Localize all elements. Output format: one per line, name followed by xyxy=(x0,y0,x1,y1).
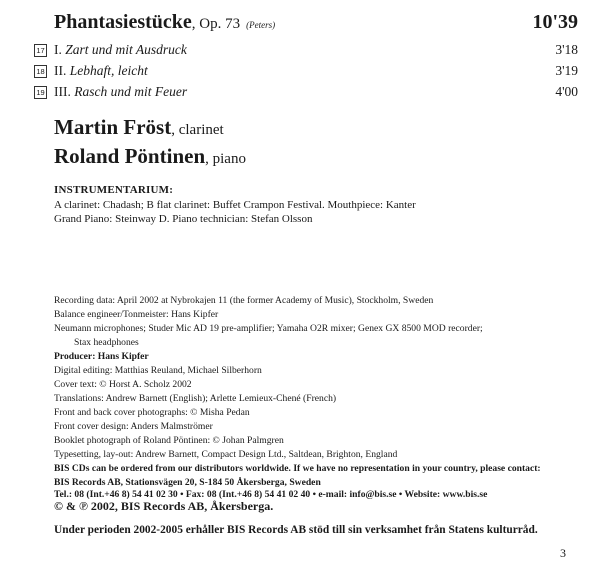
credit-line: BIS Records AB, Stationsvägen 20, S-184 50 Åkersberga, Sweden xyxy=(54,477,321,488)
credit-line: Typesetting, lay-out: Andrew Barnett, Compact Design Ltd., Saltdean, Brighton, England xyxy=(54,449,398,460)
track-duration: 3'19 xyxy=(555,63,578,78)
movement-title: Rasch und mit Feuer xyxy=(74,84,188,99)
artist-name: Martin Fröst xyxy=(54,115,172,139)
track-label xyxy=(54,63,148,79)
work-heading xyxy=(54,11,578,37)
credit-line: Tel.: 08 (Int.+46 8) 54 41 02 30 • Fax: 08 (Int.+46 8) 54 41 02 40 • e-mail: info@bis.se • Website: www.bis.se xyxy=(54,489,488,500)
track-duration: 4'00 xyxy=(555,84,578,99)
instrumentarium-heading: INSTRUMENTARIUM: xyxy=(54,184,174,196)
movement-title: Zart und mit Ausdruck xyxy=(65,42,187,57)
credit-line: Stax headphones xyxy=(74,337,139,348)
track-row xyxy=(34,63,578,81)
work-title-text: Phantasiestücke xyxy=(54,11,192,33)
artist-name: Roland Pöntinen xyxy=(54,144,206,168)
artist-line xyxy=(54,115,224,140)
movement-title: Lebhaft, leicht xyxy=(69,63,148,78)
instrumentarium-line: A clarinet: Chadash; B flat clarinet: Buffet Crampon Festival. Mouthpiece: Kanter xyxy=(54,199,416,211)
credit-line: Cover text: © Horst A. Scholz 2002 xyxy=(54,379,192,390)
track-label xyxy=(54,84,187,100)
instrumentarium-line: Grand Piano: Steinway D. Piano technician: Stefan Olsson xyxy=(54,213,313,225)
artist-role: , clarinet xyxy=(171,122,224,138)
credit-line: Balance engineer/Tonmeister: Hans Kipfer xyxy=(54,309,219,320)
artist-role: , piano xyxy=(205,151,246,167)
credit-line: Front and back cover photographs: © Misha Pedan xyxy=(54,407,250,418)
credit-line: Producer: Hans Kipfer xyxy=(54,351,149,362)
movement-numeral: III. xyxy=(54,84,71,99)
page-number: 3 xyxy=(560,546,566,560)
track-label xyxy=(54,42,187,58)
credit-line: Digital editing: Matthias Reuland, Michael Silberhorn xyxy=(54,365,262,376)
work-title xyxy=(54,11,275,34)
credit-line: Front cover design: Anders Malmströmer xyxy=(54,421,213,432)
track-row xyxy=(34,84,578,102)
track-number: 18 xyxy=(34,65,47,78)
track-duration: 3'18 xyxy=(555,42,578,57)
credit-line: Translations: Andrew Barnett (English); Arlette Lemieux-Chené (French) xyxy=(54,393,337,404)
movement-numeral: I. xyxy=(54,42,62,57)
credit-line: Recording data: April 2002 at Nybrokajen 11 (the former Academy of Music), Stockholm, Sweden xyxy=(54,295,434,306)
credit-line: Neumann microphones; Studer Mic AD 19 pre-amplifier; Yamaha O2R mixer; Genex GX 8500 MOD recorder; xyxy=(54,323,483,334)
movement-numeral: II. xyxy=(54,63,67,78)
work-total-time: 10'39 xyxy=(532,11,578,33)
work-opus: , Op. 73 xyxy=(191,16,241,32)
track-number: 19 xyxy=(34,86,47,99)
work-publisher: (Peters) xyxy=(246,20,276,30)
track-row xyxy=(34,42,578,60)
copyright-line: © & ℗ 2002, BIS Records AB, Åkersberga. xyxy=(54,499,274,513)
credit-line: Booklet photograph of Roland Pöntinen: © Johan Palmgren xyxy=(54,435,284,446)
artist-line xyxy=(54,144,246,169)
credit-line: BIS CDs can be ordered from our distributors worldwide. If we have no representation in your country, please contact: xyxy=(54,463,541,474)
support-note: Under perioden 2002-2005 erhåller BIS Records AB stöd till sin verksamhet från Statens kulturråd. xyxy=(54,524,538,536)
track-number: 17 xyxy=(34,44,47,57)
